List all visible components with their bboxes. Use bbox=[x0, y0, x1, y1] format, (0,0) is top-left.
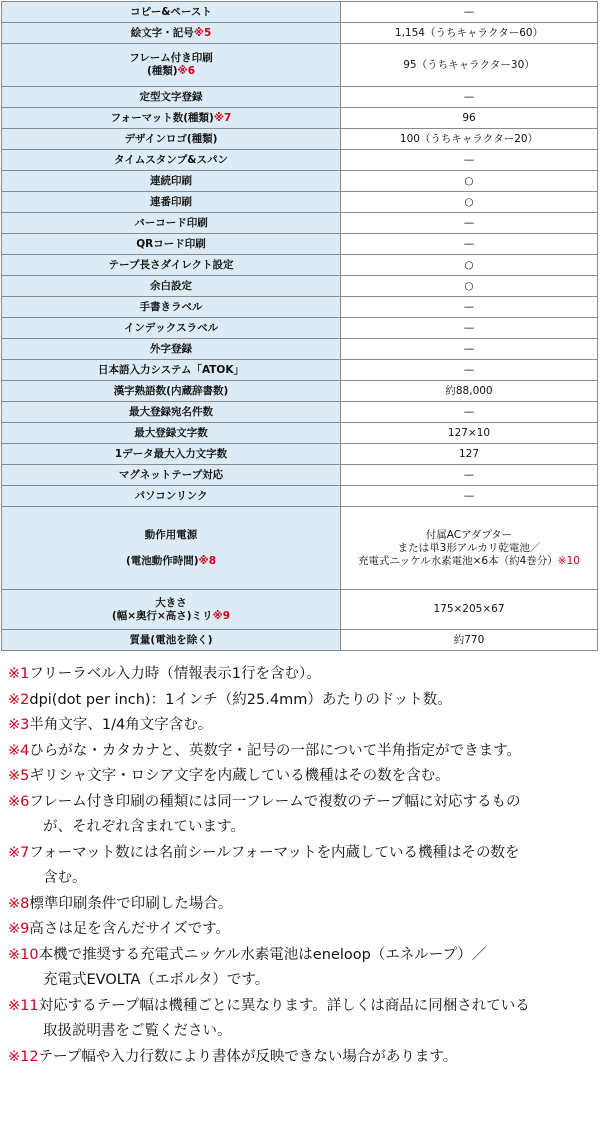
spec-row bbox=[2, 507, 598, 590]
footnote bbox=[8, 917, 598, 943]
footnote-text: テープ幅や入力行数により書体が反映できない場合があります。 bbox=[38, 1048, 458, 1065]
spec-row bbox=[2, 444, 598, 465]
footnote-text-continued: 取扱説明書をご覧ください。 bbox=[43, 1023, 232, 1039]
spec-row bbox=[2, 318, 598, 339]
spec-value: 127×10 bbox=[341, 423, 598, 444]
spec-value: ○ bbox=[341, 192, 598, 213]
spec-row bbox=[2, 486, 598, 507]
spec-label: 日本語入力システム「ATOK」 bbox=[2, 360, 341, 381]
spec-label: デザインロゴ(種類) bbox=[2, 129, 341, 150]
footnote bbox=[8, 713, 598, 739]
spec-value: ○ bbox=[341, 171, 598, 192]
spec-value: 96 bbox=[341, 108, 598, 129]
spec-label: コピー&ペースト bbox=[2, 2, 341, 23]
footnote bbox=[8, 764, 598, 790]
footnote-mark: ※4 bbox=[8, 742, 30, 759]
footnote-mark: ※7 bbox=[8, 844, 30, 861]
spec-label: QRコード印刷 bbox=[2, 234, 341, 255]
spec-value: 127 bbox=[341, 444, 598, 465]
spec-row bbox=[2, 234, 598, 255]
footnote-mark: ※9 bbox=[8, 921, 30, 937]
spec-row bbox=[2, 23, 598, 44]
spec-label: 漢字熟語数(内蔵辞書数) bbox=[2, 381, 341, 402]
spec-row bbox=[2, 423, 598, 444]
spec-row bbox=[2, 129, 598, 150]
spec-table bbox=[1, 1, 598, 651]
spec-value: — bbox=[341, 402, 598, 423]
spec-row bbox=[2, 192, 598, 213]
footnote-text: ひらがな・カタカナと、英数字・記号の一部について半角指定ができます。 bbox=[29, 742, 521, 759]
spec-row bbox=[2, 255, 598, 276]
footnote bbox=[8, 1045, 598, 1071]
footnote-ref: ※5 bbox=[193, 26, 212, 39]
spec-row bbox=[2, 108, 598, 129]
footnote bbox=[8, 688, 598, 714]
footnote bbox=[8, 892, 598, 918]
spec-label: 手書きラベル bbox=[2, 297, 341, 318]
spec-label: インデックスラベル bbox=[2, 318, 341, 339]
footnote-text-continued: 含む。 bbox=[43, 870, 87, 886]
spec-label: 外字登録 bbox=[2, 339, 341, 360]
spec-row bbox=[2, 381, 598, 402]
spec-value: — bbox=[341, 318, 598, 339]
footnote-text: dpi(dot per inch)：1インチ（約25.4mm）あたりのドット数。 bbox=[29, 691, 452, 708]
spec-value: — bbox=[341, 486, 598, 507]
spec-value: — bbox=[341, 465, 598, 486]
spec-label: 最大登録文字数 bbox=[2, 423, 341, 444]
spec-row bbox=[2, 150, 598, 171]
spec-label: 余白設定 bbox=[2, 276, 341, 297]
footnote-text: 標準印刷条件で印刷した場合。 bbox=[29, 895, 233, 912]
spec-value: 約88,000 bbox=[341, 381, 598, 402]
spec-value: 1,154（うちキャラクター60） bbox=[341, 23, 598, 44]
spec-label: 動作用電源 (電池動作時間)※8 bbox=[2, 507, 341, 590]
footnote bbox=[8, 943, 598, 994]
spec-label: タイムスタンプ&スパン bbox=[2, 150, 341, 171]
spec-label: 最大登録宛名件数 bbox=[2, 402, 341, 423]
spec-row bbox=[2, 171, 598, 192]
spec-label: 連番印刷 bbox=[2, 192, 341, 213]
spec-row bbox=[2, 465, 598, 486]
footnote bbox=[8, 790, 598, 841]
footnote-text-continued: 充電式EVOLTA（エボルタ）です。 bbox=[43, 972, 270, 988]
footnote-mark: ※8 bbox=[8, 895, 30, 912]
footnote-mark: ※6 bbox=[8, 793, 30, 810]
spec-value: — bbox=[341, 2, 598, 23]
footnote-mark: ※10 bbox=[8, 946, 39, 963]
footnote-mark: ※11 bbox=[8, 997, 39, 1014]
spec-value: — bbox=[341, 360, 598, 381]
spec-value: 175×205×67 bbox=[341, 590, 598, 630]
footnote-ref: ※10 bbox=[557, 554, 580, 567]
spec-row bbox=[2, 360, 598, 381]
footnote-ref: ※6 bbox=[177, 65, 196, 77]
spec-value: ○ bbox=[341, 255, 598, 276]
footnote-ref: ※7 bbox=[213, 111, 232, 124]
footnote-text: 半角文字、1/4角文字含む。 bbox=[29, 717, 213, 733]
spec-value: 95（うちキャラクター30） bbox=[341, 44, 598, 87]
footnote-mark: ※3 bbox=[8, 717, 30, 733]
footnote-text: フレーム付き印刷の種類には同一フレームで複数のテープ幅に対応するもの bbox=[29, 793, 521, 810]
spec-label: 定型文字登録 bbox=[2, 87, 341, 108]
footnote-text-continued: が、それぞれ含まれています。 bbox=[43, 819, 245, 835]
spec-row bbox=[2, 402, 598, 423]
spec-value: 100（うちキャラクター20） bbox=[341, 129, 598, 150]
spec-row bbox=[2, 590, 598, 630]
footnote-text: フリーラベル入力時（情報表示1行を含む）。 bbox=[29, 666, 321, 682]
spec-label: バーコード印刷 bbox=[2, 213, 341, 234]
spec-label: マグネットテープ対応 bbox=[2, 465, 341, 486]
spec-row bbox=[2, 2, 598, 23]
spec-value: — bbox=[341, 297, 598, 318]
spec-label: 1データ最大入力文字数 bbox=[2, 444, 341, 465]
spec-value: — bbox=[341, 150, 598, 171]
spec-value: 約770 bbox=[341, 630, 598, 651]
footnote bbox=[8, 739, 598, 765]
spec-row bbox=[2, 276, 598, 297]
spec-label: 連続印刷 bbox=[2, 171, 341, 192]
spec-value: — bbox=[341, 234, 598, 255]
spec-value: — bbox=[341, 87, 598, 108]
spec-value: 付属ACアダプター または単3形アルカリ乾電池／ 充電式ニッケル水素電池×6本（約4巻分）※10 bbox=[341, 507, 598, 590]
footnote-mark: ※12 bbox=[8, 1048, 39, 1065]
spec-label: フレーム付き印刷 (種類)※6 bbox=[2, 44, 341, 87]
spec-row bbox=[2, 44, 598, 87]
spec-label: パソコンリンク bbox=[2, 486, 341, 507]
spec-row bbox=[2, 630, 598, 651]
footnote bbox=[8, 662, 598, 688]
footnote-text: 本機で推奨する充電式ニッケル水素電池はeneloop（エネループ）／ bbox=[38, 946, 487, 963]
spec-label: 絵文字・記号※5 bbox=[2, 23, 341, 44]
spec-value: ○ bbox=[341, 276, 598, 297]
footnote bbox=[8, 841, 598, 892]
footnote-text: フォーマット数には名前シールフォーマットを内蔵している機種はその数を bbox=[29, 844, 520, 861]
footnote-mark: ※1 bbox=[8, 666, 30, 682]
footnote bbox=[8, 994, 598, 1045]
spec-label: 質量(電池を除く) bbox=[2, 630, 341, 651]
spec-label: フォーマット数(種類)※7 bbox=[2, 108, 341, 129]
footnote-mark: ※2 bbox=[8, 691, 30, 708]
spec-value: — bbox=[341, 339, 598, 360]
footnotes bbox=[8, 662, 598, 1070]
footnote-text: ギリシャ文字・ロシア文字を内蔵している機種はその数を含む。 bbox=[29, 768, 450, 784]
spec-row bbox=[2, 297, 598, 318]
footnote-ref: ※9 bbox=[212, 609, 231, 622]
footnote-ref: ※8 bbox=[198, 554, 217, 567]
spec-row bbox=[2, 339, 598, 360]
footnote-text: 対応するテープ幅は機種ごとに異なります。詳しくは商品に同梱されている bbox=[38, 997, 530, 1014]
footnote-mark: ※5 bbox=[8, 768, 30, 784]
spec-row bbox=[2, 213, 598, 234]
spec-row bbox=[2, 87, 598, 108]
spec-value: — bbox=[341, 213, 598, 234]
spec-label: 大きさ (幅×奥行×高さ)ミリ※9 bbox=[2, 590, 341, 630]
footnote-text: 高さは足を含んだサイズです。 bbox=[29, 921, 231, 937]
spec-label: テープ長さダイレクト設定 bbox=[2, 255, 341, 276]
